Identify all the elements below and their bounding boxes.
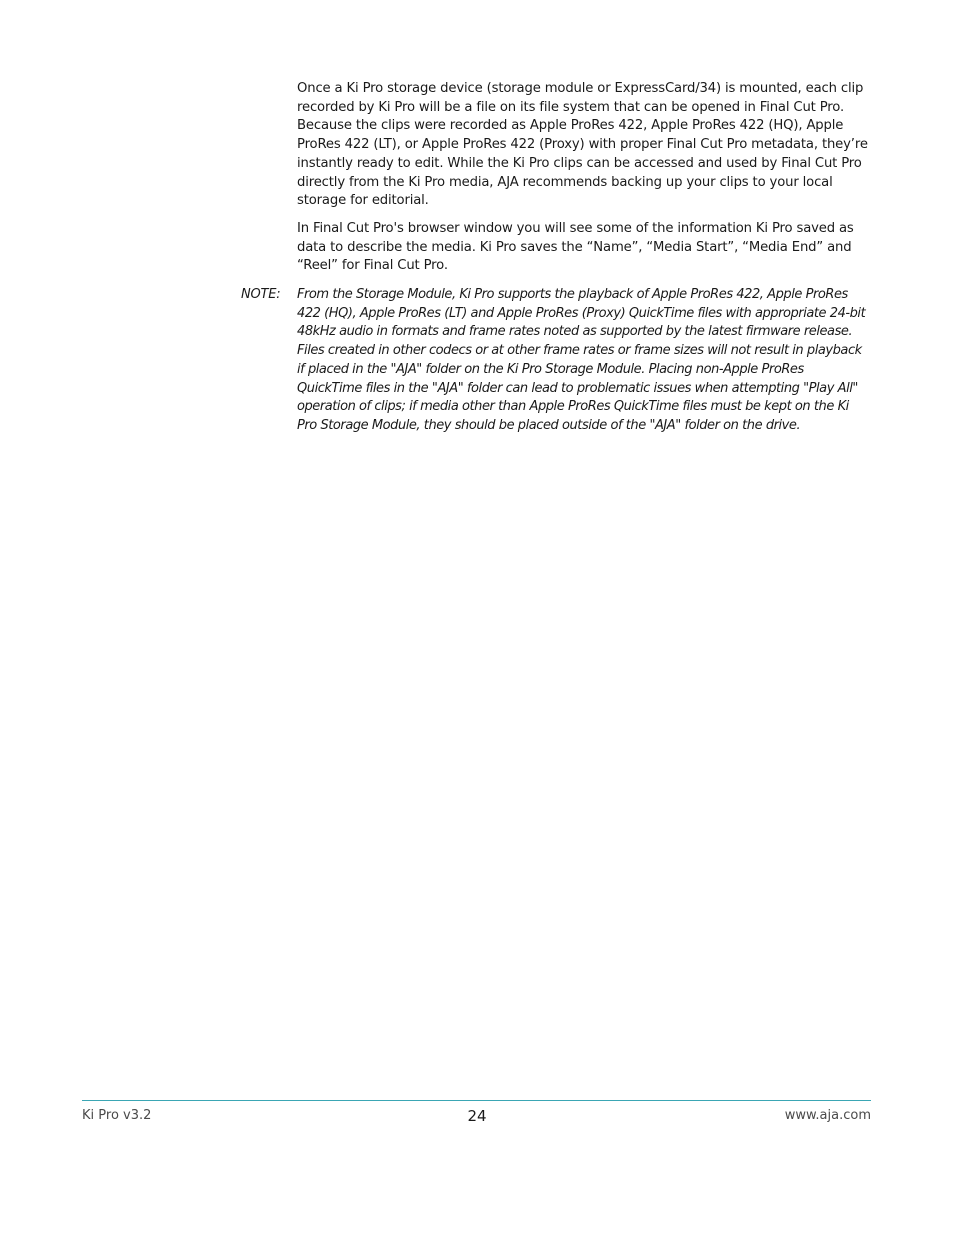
body-paragraph-storage-mount: Once a Ki Pro storage device (storage module or ExpressCard/34) is mounted, each clip recorded by Ki Pro will be a file on its file system that can be opened in Final Cut Pro. Because the clips were recorded as Apple ProRes 422, Apple ProRes 422 (HQ), Apple ProRes 422 (LT), or Apple ProRes 422 (Proxy) with proper Final Cut Pro metadata, they’re instantly ready to edit. While the Ki Pro clips can be accessed and used by Final Cut Pro directly from the Ki Pro media, AJA recommends backing up your clips to your local storage for editorial. <box>297 81 868 209</box>
footer-divider <box>82 1100 871 1101</box>
note-label: NOTE: <box>241 287 281 302</box>
note-text: From the Storage Module, Ki Pro supports the playback of Apple ProRes 422, Apple ProRes 422 (HQ), Apple ProRes (LT) and Apple ProRes (Proxy) QuickTime files with appropriate 24-bit 48kHz audio in formats and frame rates noted as supported by the latest firmware release. Files created in other codecs or at other frame rates or frame sizes will not result in playback if placed in the "AJA" folder on the Ki Pro Storage Module. Placing non-Apple ProRes QuickTime files in the "AJA" folder can lead to problematic issues when attempting "Play All" operation of clips; if media other than Apple ProRes QuickTime files must be kept on the Ki Pro Storage Module, they should be placed outside of the "AJA" folder on the drive. <box>297 287 866 433</box>
footer-page-number: 24 <box>467 1107 487 1125</box>
footer-product-version: Ki Pro v3.2 <box>82 1108 152 1123</box>
footer-website: www.aja.com <box>784 1108 871 1123</box>
body-paragraph-browser-window: In Final Cut Pro's browser window you will see some of the information Ki Pro saved as data to describe the media. Ki Pro saves the “Name”, “Media Start”, “Media End” and “Reel” for Final Cut Pro. <box>297 221 854 274</box>
